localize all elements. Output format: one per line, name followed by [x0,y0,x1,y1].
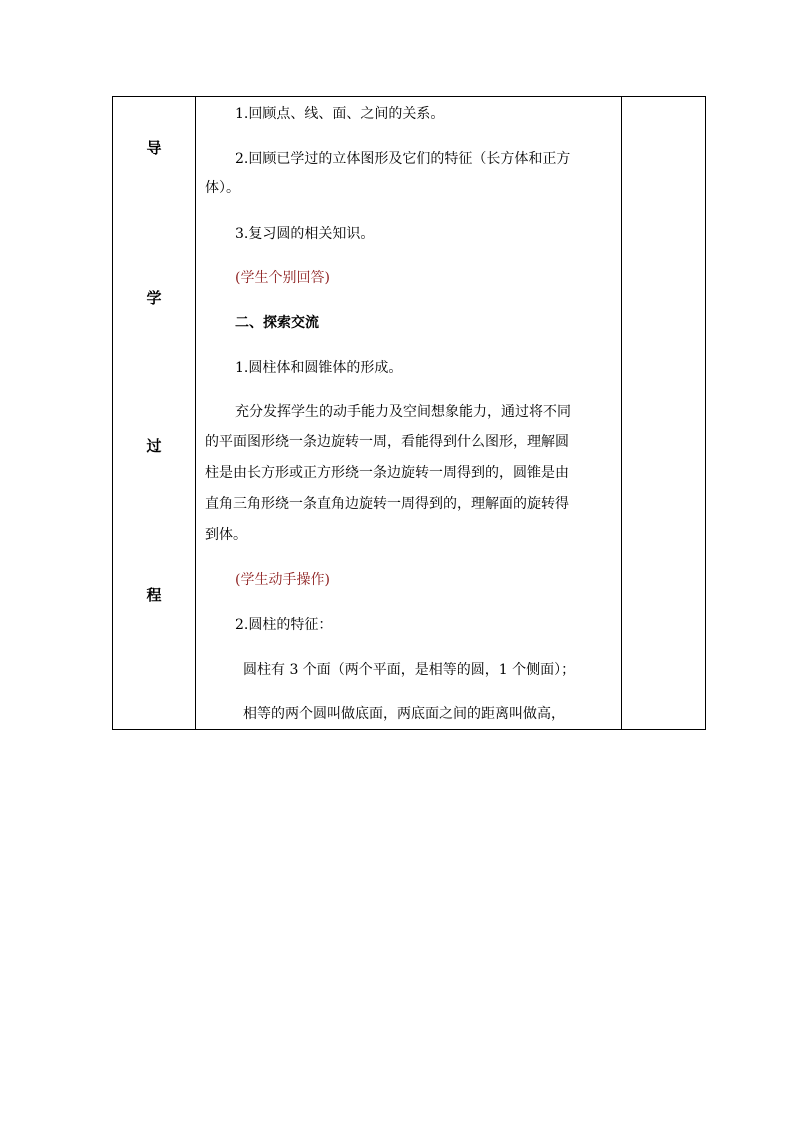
note-hands-on: (学生动手操作) [235,572,330,588]
row-label-char: 学 [146,289,162,307]
section-heading-explore: 二、探索交流 [235,315,319,331]
paragraph-formation-detail-cont: 到体。 [205,527,247,543]
paragraph-review-solids-cont: 体）。 [205,180,240,196]
lesson-table [112,96,706,730]
paragraph-formation-detail-cont: 的平面图形绕一条边旋转一周，看能得到什么图形，理解圆 [205,434,569,450]
row-label-char: 导 [146,139,162,157]
row-label-char: 程 [146,586,162,604]
paragraph-cylinder-faces: 圆柱有 3 个面（两个平面，是相等的圆，1 个侧面）； [243,662,576,678]
content-cell [196,97,621,729]
paragraph-review-solids: 2.回顾已学过的立体图形及它们的特征（长方体和正方 [235,151,571,167]
paragraph-review-circle: 3.复习圆的相关知识。 [235,226,375,242]
paragraph-formation-detail-cont: 直角三角形绕一条直角边旋转一周得到的，理解面的旋转得 [205,496,569,512]
paragraph-review-relations: 1.回顾点、线、面、之间的关系。 [235,106,445,122]
row-label-char: 过 [146,437,162,455]
note-individual-answer: (学生个别回答) [235,270,330,286]
paragraph-formation: 1.圆柱体和圆锥体的形成。 [235,360,403,376]
paragraph-formation-detail: 充分发挥学生的动手能力及空间想象能力，通过将不同 [235,404,571,420]
paragraph-formation-detail-cont: 柱是由长方形或正方形绕一条边旋转一周得到的，圆锥是由 [205,465,569,481]
paragraph-cylinder-features: 2.圆柱的特征： [235,617,333,633]
paragraph-cylinder-base-height: 相等的两个圆叫做底面，两底面之间的距离叫做高， [243,706,565,722]
